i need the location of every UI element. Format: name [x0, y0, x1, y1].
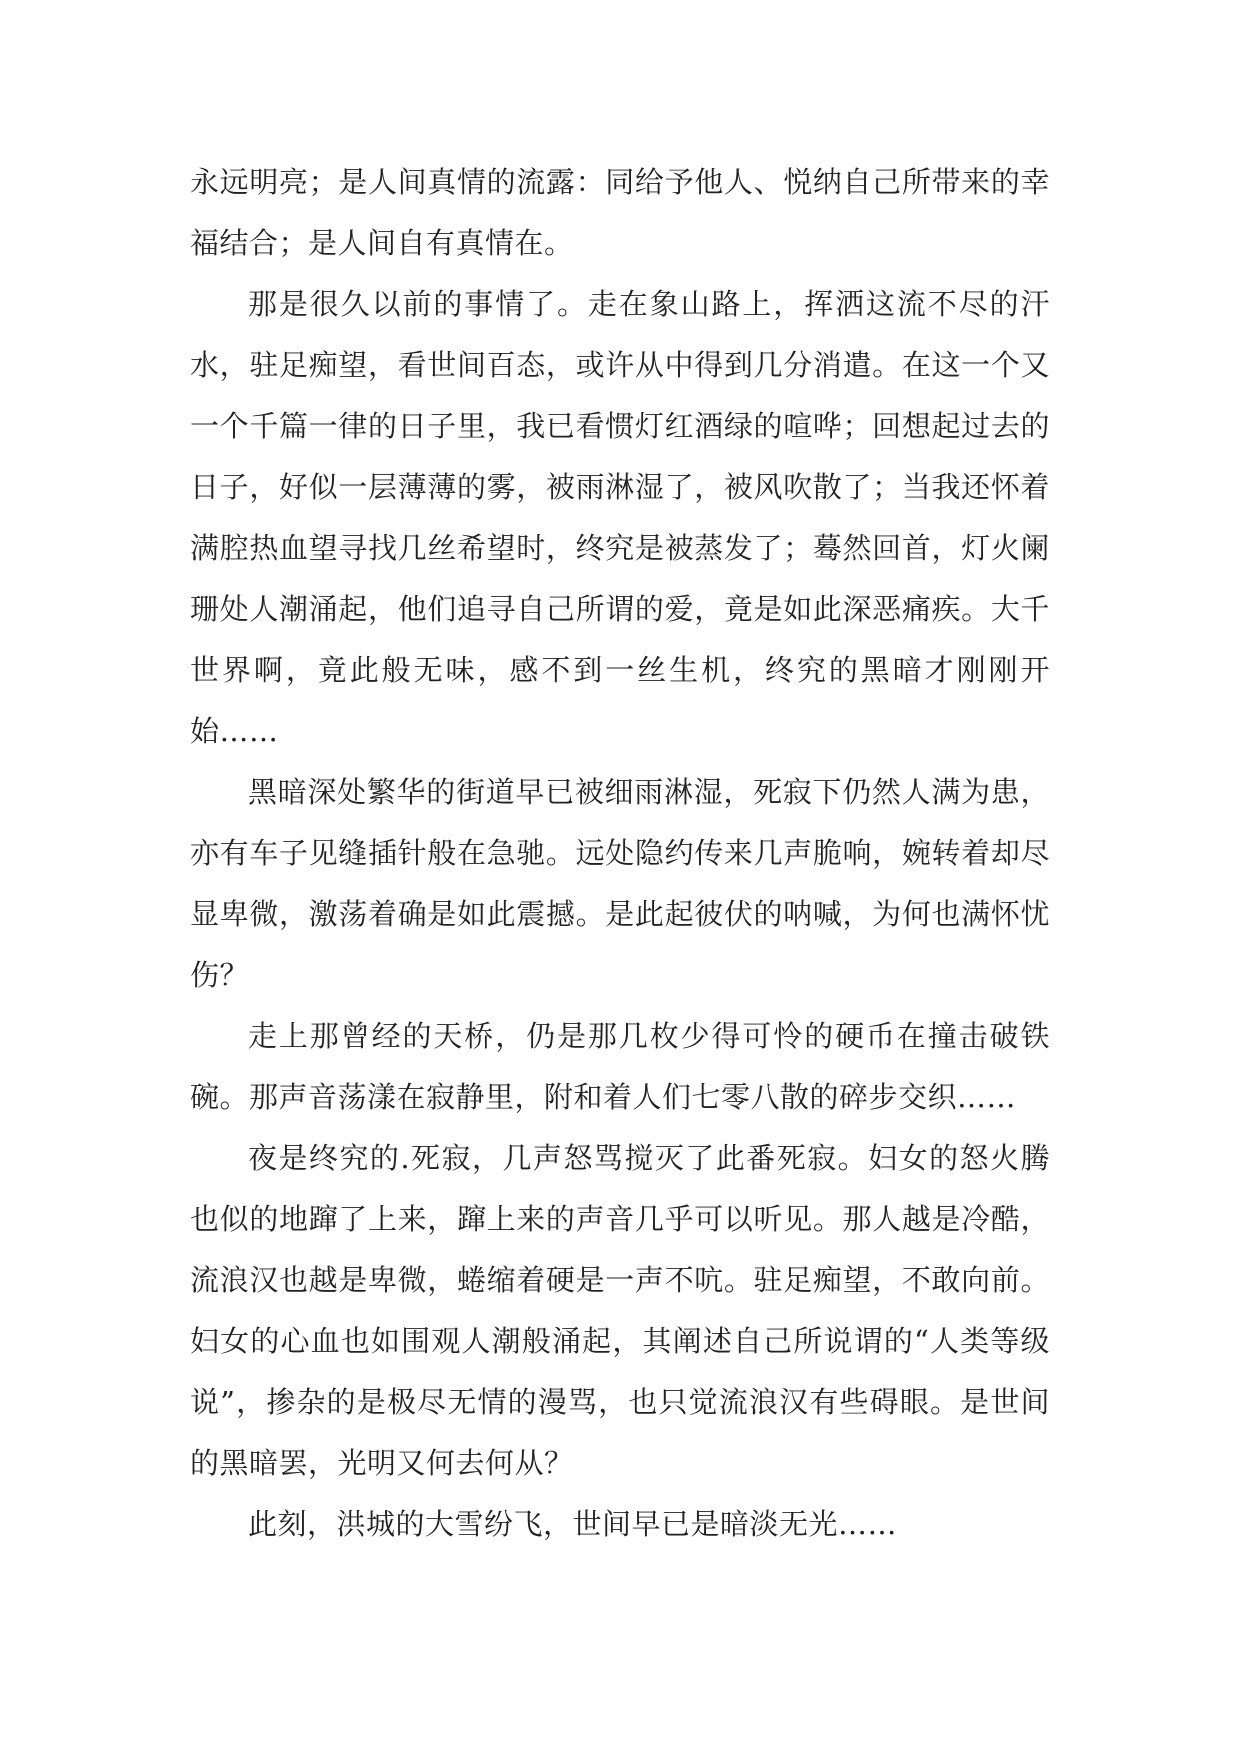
document-page: [190, 152, 1050, 1555]
paragraph-4: 走上那曾经的天桥，仍是那几枚少得可怜的硬币在撞击破铁碗。那声音荡漾在寂静里，附和着人们七零八散的碎步交织……: [190, 1019, 1050, 1114]
paragraph-1: 永远明亮；是人间真情的流露：同给予他人、悦纳自己所带来的幸福结合；是人间自有真情在。: [190, 165, 1050, 260]
paragraph-3: 黑暗深处繁华的街道早已被细雨淋湿，死寂下仍然人满为患，亦有车子见缝插针般在急驰。远处隐约传来几声脆响，婉转着却尽显卑微，激荡着确是如此震撼。是此起彼伏的呐喊，为何也满怀忧伤？: [190, 775, 1050, 992]
paragraph-6: 此刻，洪城的大雪纷飞，世间早已是暗淡无光……: [248, 1507, 898, 1541]
paragraph-5: 夜是终究的.死寂，几声怒骂搅灭了此番死寂。妇女的怒火腾也似的地蹿了上来，蹿上来的声音几乎可以听见。那人越是冷酷，流浪汉也越是卑微，蜷缩着硬是一声不吭。驻足痴望，不敢向前。妇女的心血也如围观人潮般涌起，其阐述自己所说谓的“人类等级说”，掺杂的是极尽无情的漫骂，也只觉流浪汉有些碍眼。是世间的黑暗罢，光明又何去何从？: [190, 1141, 1050, 1480]
paragraph-2: 那是很久以前的事情了。走在象山路上，挥洒这流不尽的汗水，驻足痴望，看世间百态，或许从中得到几分消遣。在这一个又一个千篇一律的日子里，我已看惯灯红酒绿的喧哗；回想起过去的日子，好似一层薄薄的雾，被雨淋湿了，被风吹散了；当我还怀着满腔热血望寻找几丝希望时，终究是被蒸发了；蓦然回首，灯火阑珊处人潮涌起，他们追寻自己所谓的爱，竟是如此深恶痛疾。大千世界啊，竟此般无味，感不到一丝生机，终究的黑暗才刚刚开始……: [190, 287, 1050, 748]
